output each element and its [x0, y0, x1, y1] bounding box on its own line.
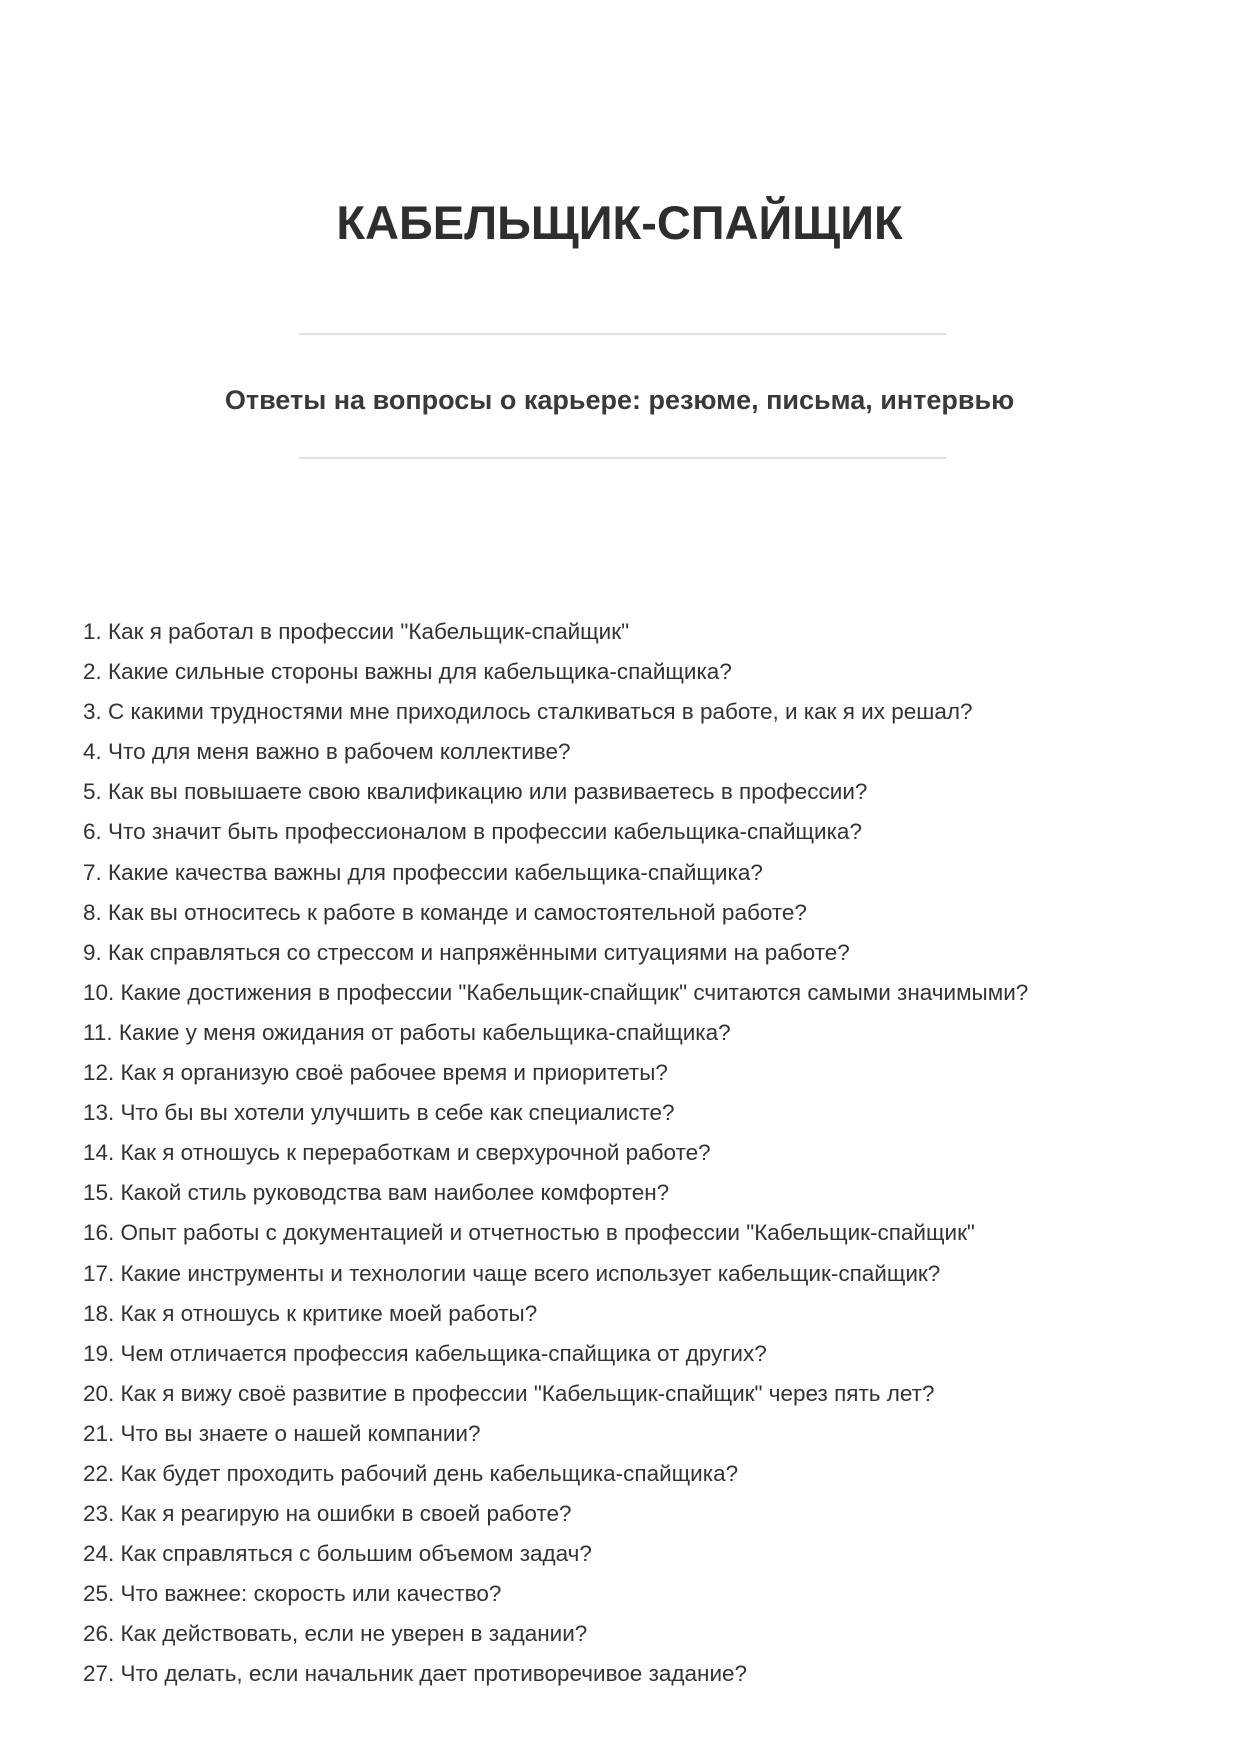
question-item: 22. Как будет проходить рабочий день кабельщика-спайщика? [83, 1460, 739, 1486]
question-item: 20. Как я вижу своё развитие в профессии "Кабельщик-спайщик" через пять лет? [83, 1380, 935, 1406]
question-item: 14. Как я отношусь к переработкам и сверхурочной работе? [83, 1140, 711, 1166]
question-item: 2. Какие сильные стороны важны для кабельщика-спайщика? [83, 659, 732, 685]
question-item: 18. Как я отношусь к критике моей работы? [83, 1300, 538, 1326]
question-item: 16. Опыт работы с документацией и отчетностью в профессии "Кабельщик-спайщик" [83, 1220, 975, 1246]
question-item: 19. Чем отличается профессия кабельщика-спайщика от других? [83, 1340, 767, 1366]
question-item: 21. Что вы знаете о нашей компании? [83, 1420, 481, 1446]
divider-bottom [299, 457, 946, 459]
question-item: 23. Как я реагирую на ошибки в своей работе? [83, 1501, 572, 1527]
question-item: 27. Что делать, если начальник дает противоречивое задание? [83, 1661, 748, 1687]
question-item: 5. Как вы повышаете свою квалификацию или развиваетесь в профессии? [83, 779, 868, 805]
question-item: 25. Что важнее: скорость или качество? [83, 1581, 502, 1607]
question-item: 8. Как вы относитесь к работе в команде и самостоятельной работе? [83, 899, 807, 925]
question-item: 9. Как справляться со стрессом и напряжёнными ситуациями на работе? [83, 939, 850, 965]
question-item: 10. Какие достижения в профессии "Кабельщик-спайщик" считаются самыми значимыми? [83, 979, 1029, 1005]
question-item: 13. Что бы вы хотели улучшить в себе как специалисте? [83, 1100, 675, 1126]
question-item: 12. Как я организую своё рабочее время и приоритеты? [83, 1060, 668, 1086]
page-subtitle: Ответы на вопросы о карьере: резюме, письма, интервью [224, 385, 1015, 415]
page-title: КАБЕЛЬЩИК-СПАЙЩИК [336, 196, 903, 249]
question-item: 17. Какие инструменты и технологии чаще всего использует кабельщик-спайщик? [83, 1260, 941, 1286]
questions-list [83, 612, 1028, 1695]
question-item: 1. Как я работал в профессии "Кабельщик-спайщик" [83, 619, 630, 644]
question-item: 3. С какими трудностями мне приходилось сталкиваться в работе, и как я их решал? [83, 699, 973, 725]
question-item: 6. Что значит быть профессионалом в профессии кабельщика-спайщика? [83, 819, 862, 845]
question-item: 24. Как справляться с большим объемом задач? [83, 1541, 592, 1567]
question-item: 7. Какие качества важны для профессии кабельщика-спайщика? [83, 859, 763, 885]
question-item: 11. Какие у меня ожидания от работы кабельщика-спайщика? [83, 1019, 731, 1045]
question-item: 4. Что для меня важно в рабочем коллективе? [83, 739, 571, 765]
question-item: 15. Какой стиль руководства вам наиболее комфортен? [83, 1180, 670, 1206]
question-item: 26. Как действовать, если не уверен в задании? [83, 1621, 588, 1647]
divider-top [299, 333, 946, 335]
